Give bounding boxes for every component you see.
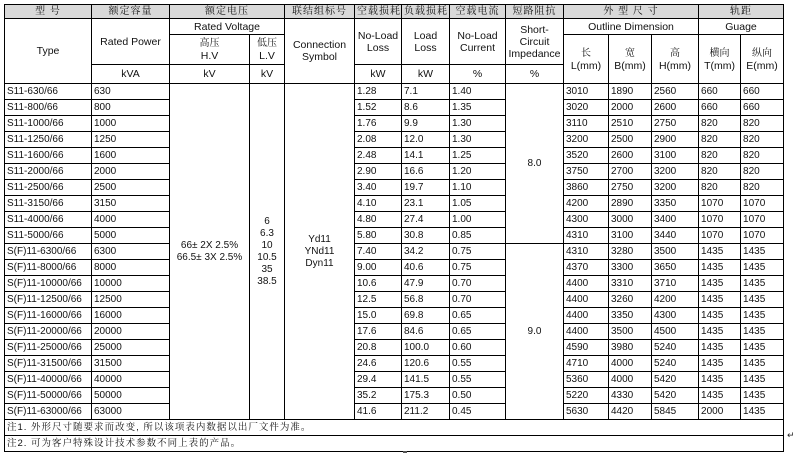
unit-kva: kVA bbox=[92, 65, 170, 84]
cell-height: 3650 bbox=[652, 260, 699, 276]
cell-power: 4000 bbox=[92, 212, 170, 228]
cell-type: S(F)11-20000/66 bbox=[5, 324, 92, 340]
cell-noload-current: 0.70 bbox=[450, 276, 506, 292]
cell-noload-current: 1.20 bbox=[450, 164, 506, 180]
hdr-height-en: H(mm) bbox=[658, 59, 692, 72]
cell-long-guage: 820 bbox=[741, 116, 784, 132]
cell-type: S11-800/66 bbox=[5, 100, 92, 116]
cell-width: 4330 bbox=[609, 388, 652, 404]
hv-voltage-value: 66± 2X 2.5% 66.5± 3X 2.5% bbox=[170, 84, 250, 420]
spec-table-body bbox=[5, 84, 784, 452]
note-row bbox=[5, 436, 784, 452]
cell-trans-guage: 1435 bbox=[699, 356, 741, 372]
cell-length: 4310 bbox=[564, 244, 609, 260]
cell-type: S(F)11-31500/66 bbox=[5, 356, 92, 372]
hdr-type: Type bbox=[5, 19, 92, 84]
cell-noload-loss: 35.2 bbox=[355, 388, 402, 404]
hdr-outline-dimension: Outline Dimension bbox=[564, 19, 699, 35]
cell-load-loss: 40.6 bbox=[402, 260, 450, 276]
cell-power: 25000 bbox=[92, 340, 170, 356]
cell-length: 4200 bbox=[564, 196, 609, 212]
note-2: 注2. 可为客户特殊设计技术参数不同上表的产品。 bbox=[5, 436, 784, 452]
cell-noload-loss: 10.6 bbox=[355, 276, 402, 292]
cell-height: 3500 bbox=[652, 244, 699, 260]
connection-symbol-value: Yd11 YNd11 Dyn11 bbox=[285, 84, 355, 420]
table-row bbox=[5, 196, 784, 212]
hdr-noload-loss: No-Load Loss bbox=[355, 19, 402, 65]
unit-pct-impedance: % bbox=[506, 65, 564, 84]
cell-noload-current: 1.05 bbox=[450, 196, 506, 212]
cell-length: 4400 bbox=[564, 324, 609, 340]
hdr-cn-voltage: 额定电压 bbox=[170, 5, 285, 19]
unit-kw-noload: kW bbox=[355, 65, 402, 84]
cell-long-guage: 1435 bbox=[741, 292, 784, 308]
table-row bbox=[5, 292, 784, 308]
cell-noload-current: 0.85 bbox=[450, 228, 506, 244]
cell-noload-loss: 20.8 bbox=[355, 340, 402, 356]
cell-noload-current: 1.35 bbox=[450, 100, 506, 116]
cell-noload-loss: 4.10 bbox=[355, 196, 402, 212]
cell-trans-guage: 1070 bbox=[699, 228, 741, 244]
cell-noload-loss: 1.52 bbox=[355, 100, 402, 116]
cell-noload-current: 0.75 bbox=[450, 260, 506, 276]
table-row bbox=[5, 244, 784, 260]
cell-length: 3010 bbox=[564, 84, 609, 100]
cell-height: 4300 bbox=[652, 308, 699, 324]
cell-width: 4420 bbox=[609, 404, 652, 420]
cell-type: S11-1000/66 bbox=[5, 116, 92, 132]
cell-noload-loss: 17.6 bbox=[355, 324, 402, 340]
cell-power: 6300 bbox=[92, 244, 170, 260]
cell-height: 2600 bbox=[652, 100, 699, 116]
cell-length: 4370 bbox=[564, 260, 609, 276]
table-row bbox=[5, 308, 784, 324]
cell-noload-current: 0.70 bbox=[450, 292, 506, 308]
cell-type: S(F)11-10000/66 bbox=[5, 276, 92, 292]
cell-trans-guage: 820 bbox=[699, 116, 741, 132]
cell-load-loss: 30.8 bbox=[402, 228, 450, 244]
note-row bbox=[5, 420, 784, 436]
table-row bbox=[5, 388, 784, 404]
cell-length: 3020 bbox=[564, 100, 609, 116]
transformer-spec-table bbox=[4, 4, 784, 452]
cell-noload-current: 0.65 bbox=[450, 308, 506, 324]
hdr-cn-load-loss: 负载损耗 bbox=[402, 5, 450, 19]
cell-type: S(F)11-25000/66 bbox=[5, 340, 92, 356]
hdr-height bbox=[652, 35, 699, 84]
unit-hv-kv: kV bbox=[170, 65, 250, 84]
cell-width: 3310 bbox=[609, 276, 652, 292]
cell-long-guage: 820 bbox=[741, 164, 784, 180]
cell-trans-guage: 1435 bbox=[699, 340, 741, 356]
cell-type: S(F)11-12500/66 bbox=[5, 292, 92, 308]
cell-trans-guage: 1435 bbox=[699, 292, 741, 308]
cell-height: 3400 bbox=[652, 212, 699, 228]
cell-noload-current: 1.30 bbox=[450, 116, 506, 132]
cell-load-loss: 27.4 bbox=[402, 212, 450, 228]
cell-noload-loss: 2.48 bbox=[355, 148, 402, 164]
cell-power: 630 bbox=[92, 84, 170, 100]
page-dot-mark bbox=[403, 451, 407, 453]
cell-trans-guage: 1435 bbox=[699, 372, 741, 388]
cell-type: S11-2500/66 bbox=[5, 180, 92, 196]
hdr-long-en: E(mm) bbox=[746, 59, 778, 72]
table-row bbox=[5, 324, 784, 340]
cell-long-guage: 820 bbox=[741, 148, 784, 164]
cell-long-guage: 660 bbox=[741, 100, 784, 116]
cell-width: 3300 bbox=[609, 260, 652, 276]
cell-load-loss: 141.5 bbox=[402, 372, 450, 388]
cell-height: 4200 bbox=[652, 292, 699, 308]
cell-load-loss: 175.3 bbox=[402, 388, 450, 404]
cell-trans-guage: 820 bbox=[699, 180, 741, 196]
table-row bbox=[5, 100, 784, 116]
cell-load-loss: 56.8 bbox=[402, 292, 450, 308]
cell-noload-loss: 2.08 bbox=[355, 132, 402, 148]
cell-type: S(F)11-6300/66 bbox=[5, 244, 92, 260]
cell-noload-loss: 41.6 bbox=[355, 404, 402, 420]
cell-noload-loss: 29.4 bbox=[355, 372, 402, 388]
cell-long-guage: 1435 bbox=[741, 244, 784, 260]
cell-trans-guage: 1435 bbox=[699, 388, 741, 404]
cell-noload-current: 1.40 bbox=[450, 84, 506, 100]
hdr-connection-symbol: Connection Symbol bbox=[285, 19, 355, 84]
table-row bbox=[5, 260, 784, 276]
table-row bbox=[5, 212, 784, 228]
hdr-cn-noload-loss: 空载损耗 bbox=[355, 5, 402, 19]
cell-load-loss: 84.6 bbox=[402, 324, 450, 340]
table-row bbox=[5, 340, 784, 356]
cell-trans-guage: 1435 bbox=[699, 324, 741, 340]
cell-length: 3520 bbox=[564, 148, 609, 164]
cell-long-guage: 1435 bbox=[741, 404, 784, 420]
cell-noload-current: 1.00 bbox=[450, 212, 506, 228]
cell-type: S11-4000/66 bbox=[5, 212, 92, 228]
hdr-long-cn: 纵向 bbox=[752, 47, 773, 59]
cell-length: 3860 bbox=[564, 180, 609, 196]
cell-noload-current: 1.10 bbox=[450, 180, 506, 196]
cell-type: S(F)11-40000/66 bbox=[5, 372, 92, 388]
cell-load-loss: 100.0 bbox=[402, 340, 450, 356]
table-row bbox=[5, 356, 784, 372]
cell-type: S11-2000/66 bbox=[5, 164, 92, 180]
cell-load-loss: 69.8 bbox=[402, 308, 450, 324]
hdr-guage: Guage bbox=[699, 19, 784, 35]
cell-long-guage: 1070 bbox=[741, 196, 784, 212]
cell-height: 3200 bbox=[652, 164, 699, 180]
cell-load-loss: 120.6 bbox=[402, 356, 450, 372]
cell-height: 5845 bbox=[652, 404, 699, 420]
cell-long-guage: 660 bbox=[741, 84, 784, 100]
cell-power: 31500 bbox=[92, 356, 170, 372]
hdr-cn-outline: 外 型 尺 寸 bbox=[564, 5, 699, 19]
cell-power: 16000 bbox=[92, 308, 170, 324]
cell-height: 3100 bbox=[652, 148, 699, 164]
hdr-lv bbox=[250, 35, 285, 65]
cell-type: S(F)11-50000/66 bbox=[5, 388, 92, 404]
cell-long-guage: 820 bbox=[741, 180, 784, 196]
cell-power: 20000 bbox=[92, 324, 170, 340]
cell-load-loss: 34.2 bbox=[402, 244, 450, 260]
cell-height: 5420 bbox=[652, 372, 699, 388]
cell-load-loss: 16.6 bbox=[402, 164, 450, 180]
cell-width: 2750 bbox=[609, 180, 652, 196]
hdr-hv-cn: 高压 bbox=[199, 38, 220, 49]
cell-height: 3200 bbox=[652, 180, 699, 196]
cell-noload-current: 1.30 bbox=[450, 132, 506, 148]
cell-long-guage: 1435 bbox=[741, 260, 784, 276]
hdr-width-cn: 宽 bbox=[625, 47, 635, 59]
cell-noload-current: 0.75 bbox=[450, 244, 506, 260]
cell-length: 3200 bbox=[564, 132, 609, 148]
cell-long-guage: 1435 bbox=[741, 356, 784, 372]
cell-type: S11-630/66 bbox=[5, 84, 92, 100]
cell-height: 2750 bbox=[652, 116, 699, 132]
cell-type: S(F)11-8000/66 bbox=[5, 260, 92, 276]
hdr-width-en: B(mm) bbox=[614, 59, 646, 72]
cell-long-guage: 1435 bbox=[741, 372, 784, 388]
cell-width: 2890 bbox=[609, 196, 652, 212]
cell-height: 3350 bbox=[652, 196, 699, 212]
table-row bbox=[5, 404, 784, 420]
cell-length: 4590 bbox=[564, 340, 609, 356]
hdr-impedance: Short-Circuit Impedance bbox=[506, 19, 564, 65]
cell-load-loss: 9.9 bbox=[402, 116, 450, 132]
cell-long-guage: 1070 bbox=[741, 228, 784, 244]
unit-pct-current: % bbox=[450, 65, 506, 84]
cell-trans-guage: 660 bbox=[699, 84, 741, 100]
cell-noload-loss: 4.80 bbox=[355, 212, 402, 228]
cell-height: 4500 bbox=[652, 324, 699, 340]
cell-height: 3440 bbox=[652, 228, 699, 244]
cell-type: S(F)11-16000/66 bbox=[5, 308, 92, 324]
cell-type: S11-3150/66 bbox=[5, 196, 92, 212]
table-row bbox=[5, 164, 784, 180]
cell-width: 2000 bbox=[609, 100, 652, 116]
hdr-cn-noload-current: 空载电流 bbox=[450, 5, 506, 19]
table-row bbox=[5, 372, 784, 388]
cell-trans-guage: 1435 bbox=[699, 276, 741, 292]
cell-power: 1000 bbox=[92, 116, 170, 132]
cell-power: 63000 bbox=[92, 404, 170, 420]
cell-power: 3150 bbox=[92, 196, 170, 212]
cell-width: 4000 bbox=[609, 356, 652, 372]
cell-width: 3280 bbox=[609, 244, 652, 260]
cell-width: 3980 bbox=[609, 340, 652, 356]
table-row bbox=[5, 132, 784, 148]
cell-power: 2000 bbox=[92, 164, 170, 180]
cell-width: 1890 bbox=[609, 84, 652, 100]
cell-trans-guage: 820 bbox=[699, 132, 741, 148]
cell-load-loss: 8.6 bbox=[402, 100, 450, 116]
cell-power: 800 bbox=[92, 100, 170, 116]
cell-type: S11-5000/66 bbox=[5, 228, 92, 244]
cell-height: 2900 bbox=[652, 132, 699, 148]
hdr-length-en: L(mm) bbox=[570, 59, 602, 72]
hdr-long bbox=[741, 35, 784, 84]
hdr-height-cn: 高 bbox=[670, 47, 680, 59]
cell-noload-loss: 7.40 bbox=[355, 244, 402, 260]
cell-long-guage: 1435 bbox=[741, 388, 784, 404]
cell-width: 2510 bbox=[609, 116, 652, 132]
cell-power: 1600 bbox=[92, 148, 170, 164]
cell-load-loss: 19.7 bbox=[402, 180, 450, 196]
cell-noload-loss: 1.28 bbox=[355, 84, 402, 100]
cell-power: 1250 bbox=[92, 132, 170, 148]
cell-power: 8000 bbox=[92, 260, 170, 276]
cell-height: 5420 bbox=[652, 388, 699, 404]
impedance-value-group1: 8.0 bbox=[506, 84, 564, 244]
cell-length: 3750 bbox=[564, 164, 609, 180]
cell-noload-loss: 2.90 bbox=[355, 164, 402, 180]
cell-load-loss: 23.1 bbox=[402, 196, 450, 212]
hdr-cn-capacity: 额定容量 bbox=[92, 5, 170, 19]
cell-length: 5360 bbox=[564, 372, 609, 388]
cell-length: 5220 bbox=[564, 388, 609, 404]
cell-height: 3710 bbox=[652, 276, 699, 292]
cell-noload-current: 0.60 bbox=[450, 340, 506, 356]
cell-length: 4310 bbox=[564, 228, 609, 244]
paragraph-return-mark: ↵ bbox=[787, 431, 795, 441]
cell-long-guage: 1435 bbox=[741, 276, 784, 292]
cell-trans-guage: 2000 bbox=[699, 404, 741, 420]
note-1: 注1. 外形尺寸随要求而改变, 所以该项表内数据以出厂文件为准。 bbox=[5, 420, 784, 436]
cell-width: 2500 bbox=[609, 132, 652, 148]
hdr-trans-en: T(mm) bbox=[704, 59, 735, 72]
cell-power: 5000 bbox=[92, 228, 170, 244]
cell-load-loss: 14.1 bbox=[402, 148, 450, 164]
cell-noload-loss: 5.80 bbox=[355, 228, 402, 244]
cell-noload-loss: 9.00 bbox=[355, 260, 402, 276]
cell-noload-current: 0.55 bbox=[450, 372, 506, 388]
cell-power: 10000 bbox=[92, 276, 170, 292]
cell-long-guage: 820 bbox=[741, 132, 784, 148]
cell-trans-guage: 820 bbox=[699, 164, 741, 180]
cell-noload-current: 0.65 bbox=[450, 324, 506, 340]
cell-length: 5630 bbox=[564, 404, 609, 420]
cell-width: 3500 bbox=[609, 324, 652, 340]
table-row bbox=[5, 180, 784, 196]
table-row bbox=[5, 116, 784, 132]
cell-power: 50000 bbox=[92, 388, 170, 404]
cell-width: 3100 bbox=[609, 228, 652, 244]
cell-length: 4710 bbox=[564, 356, 609, 372]
unit-lv-kv: kV bbox=[250, 65, 285, 84]
cell-noload-current: 1.25 bbox=[450, 148, 506, 164]
cell-power: 12500 bbox=[92, 292, 170, 308]
cell-length: 4300 bbox=[564, 212, 609, 228]
cell-noload-current: 0.45 bbox=[450, 404, 506, 420]
impedance-value-group2: 9.0 bbox=[506, 244, 564, 420]
cell-length: 4400 bbox=[564, 308, 609, 324]
cell-long-guage: 1070 bbox=[741, 212, 784, 228]
cell-width: 4000 bbox=[609, 372, 652, 388]
cell-power: 40000 bbox=[92, 372, 170, 388]
table-row bbox=[5, 84, 784, 100]
header-row-chinese bbox=[5, 5, 784, 19]
cell-length: 4400 bbox=[564, 276, 609, 292]
cell-trans-guage: 820 bbox=[699, 148, 741, 164]
cell-noload-loss: 12.5 bbox=[355, 292, 402, 308]
table-row bbox=[5, 276, 784, 292]
cell-type: S(F)11-63000/66 bbox=[5, 404, 92, 420]
hdr-length-cn: 长 bbox=[581, 47, 591, 59]
header-row-english bbox=[5, 19, 784, 35]
lv-voltage-value: 6 6.3 10 10.5 35 38.5 bbox=[250, 84, 285, 420]
cell-power: 2500 bbox=[92, 180, 170, 196]
hdr-lv-en: L.V bbox=[259, 50, 275, 62]
cell-height: 5240 bbox=[652, 340, 699, 356]
cell-trans-guage: 1070 bbox=[699, 212, 741, 228]
cell-type: S11-1250/66 bbox=[5, 132, 92, 148]
hdr-lv-cn: 低压 bbox=[257, 38, 277, 49]
hdr-hv bbox=[170, 35, 250, 65]
hdr-trans-cn: 横向 bbox=[709, 47, 730, 59]
cell-width: 3000 bbox=[609, 212, 652, 228]
cell-load-loss: 12.0 bbox=[402, 132, 450, 148]
hdr-width bbox=[609, 35, 652, 84]
cell-type: S11-1600/66 bbox=[5, 148, 92, 164]
table-row bbox=[5, 228, 784, 244]
cell-load-loss: 211.2 bbox=[402, 404, 450, 420]
cell-trans-guage: 1435 bbox=[699, 244, 741, 260]
cell-trans-guage: 1070 bbox=[699, 196, 741, 212]
cell-trans-guage: 1435 bbox=[699, 308, 741, 324]
cell-noload-current: 0.55 bbox=[450, 356, 506, 372]
hdr-rated-power: Rated Power bbox=[92, 19, 170, 65]
cell-long-guage: 1435 bbox=[741, 340, 784, 356]
cell-width: 2700 bbox=[609, 164, 652, 180]
cell-load-loss: 47.9 bbox=[402, 276, 450, 292]
cell-width: 3350 bbox=[609, 308, 652, 324]
hdr-noload-current: No-Load Current bbox=[450, 19, 506, 65]
hdr-rated-voltage: Rated Voltage bbox=[170, 19, 285, 35]
cell-long-guage: 1435 bbox=[741, 324, 784, 340]
cell-height: 5240 bbox=[652, 356, 699, 372]
cell-length: 4400 bbox=[564, 292, 609, 308]
cell-width: 3260 bbox=[609, 292, 652, 308]
cell-width: 2600 bbox=[609, 148, 652, 164]
cell-noload-current: 0.50 bbox=[450, 388, 506, 404]
hdr-trans bbox=[699, 35, 741, 84]
hdr-cn-model: 型 号 bbox=[5, 5, 92, 19]
unit-kw-load: kW bbox=[402, 65, 450, 84]
cell-noload-loss: 3.40 bbox=[355, 180, 402, 196]
hdr-length bbox=[564, 35, 609, 84]
hdr-cn-guage: 轨距 bbox=[699, 5, 784, 19]
cell-long-guage: 1435 bbox=[741, 308, 784, 324]
cell-load-loss: 7.1 bbox=[402, 84, 450, 100]
hdr-cn-impedance: 短路阻抗 bbox=[506, 5, 564, 19]
cell-trans-guage: 660 bbox=[699, 100, 741, 116]
cell-height: 2560 bbox=[652, 84, 699, 100]
cell-noload-loss: 1.76 bbox=[355, 116, 402, 132]
cell-length: 3110 bbox=[564, 116, 609, 132]
hdr-hv-en: H.V bbox=[200, 50, 219, 62]
table-row bbox=[5, 148, 784, 164]
cell-trans-guage: 1435 bbox=[699, 260, 741, 276]
cell-noload-loss: 15.0 bbox=[355, 308, 402, 324]
hdr-cn-connection: 联结组标号 bbox=[285, 5, 355, 19]
hdr-load-loss: Load Loss bbox=[402, 19, 450, 65]
cell-noload-loss: 24.6 bbox=[355, 356, 402, 372]
